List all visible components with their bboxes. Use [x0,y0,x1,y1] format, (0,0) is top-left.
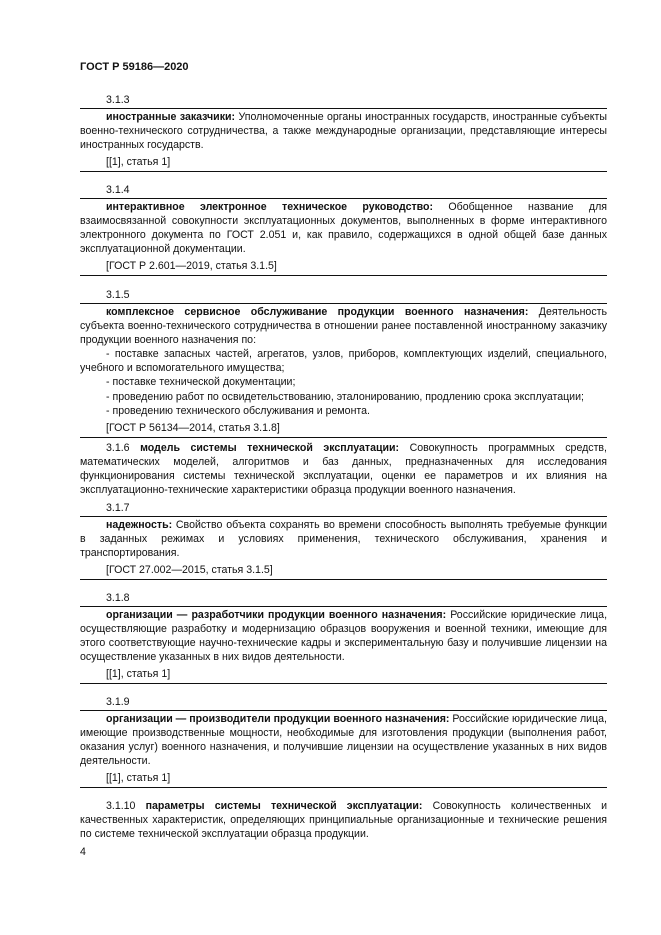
definition: Совокупность программных средств, математических моделей, алгоритмов и баз данных, предназначенных для исследования функционирования системы технической эксплуатации, оценки ее параметров и их влияния на эксплуатационно-технические характеристики образца продукции военного назначения. [80,442,608,497]
term-paragraph [80,441,607,497]
term-entry-box [80,606,607,684]
definition: Обобщенное название для взаимосвязанной совокупности эксплуатационных документов, выполненных в форме интерактивного электронного документа по ГОСТ 2.051 и, как правило, содержащихся в одной общей базе данных эксплуатационной документации. [80,201,607,256]
entry-number: 3.1.8 [106,592,130,604]
entry-body [80,608,607,664]
term-entry-box [80,108,607,172]
term: иностранные заказчики: [106,111,236,123]
source-reference: [ГОСТ Р 2.601—2019, статья 3.1.5] [106,260,277,273]
term: комплексное сервисное обслуживание продукции военного назначения: [106,306,529,318]
term: организации — разработчики продукции военного назначения: [106,609,447,621]
entry-body [80,110,607,152]
definition: Свойство объекта сохранять во времени способность выполнять требуемые функции в заданных режимах и условиях применения, технического обслуживания, хранения и транспортирования. [80,519,607,560]
source-reference: [ГОСТ 27.002—2015, статья 3.1.5] [106,564,273,577]
entry-body [80,712,607,768]
term: организации — производители продукции военного назначения: [106,713,450,725]
document-header: ГОСТ Р 59186—2020 [80,61,189,73]
entry-body [80,518,607,560]
term-entry-box [80,710,607,788]
entry-number: 3.1.3 [106,94,130,106]
source-reference: [ГОСТ Р 56134—2014, статья 3.1.8] [106,421,280,434]
definition: Уполномоченные органы иностранных государств, иностранные субъекты военно-технического сотрудничества, а также международные организации, представляющие интересы иностранных государств. [80,111,607,152]
term: модель системы технической эксплуатации: [140,442,400,454]
list-item: - поставке запасных частей, агрегатов, узлов, приборов, комплектующих изделий, специального, учебного и вспомогательного имущества; [80,348,607,375]
entry-body [80,200,607,256]
term-paragraph [80,799,607,841]
entry-number: 3.1.10 [106,800,136,812]
definition: Деятельность субъекта военно-технического сотрудничества в отношении ранее поставленной иностранному заказчику продукции военного назначения по: [80,306,607,347]
source-reference: [[1], статья 1] [106,668,171,681]
paragraph-body [80,441,607,497]
term-entry-box [80,516,607,580]
source-reference: [[1], статья 1] [106,156,171,169]
entry-body [80,305,607,347]
entry-number: 3.1.4 [106,184,130,196]
list-item: - проведению работ по освидетельствованию, эталонированию, продлению срока эксплуатации; [106,390,584,403]
term-entry-box [80,303,607,438]
entry-number: 3.1.6 [106,442,130,454]
source-reference: [[1], статья 1] [106,772,171,785]
term: интерактивное электронное техническое руководство: [106,201,434,213]
list-item: - проведению технического обслуживания и ремонта. [106,404,370,417]
definition: Российские юридические лица, осуществляющие разработку и модернизацию образцов вооружения и военной техники, имеющие для этого соответствующие научно-технические кадры и экспериментальную базу и получившие лицензии на осуществление указанных в них видов деятельности. [80,609,608,664]
entry-number: 3.1.9 [106,696,130,708]
definition: Совокупность количественных и качественных характеристик, определяющих принципиальные организационные и технические решения по системе технической эксплуатации образца продукции. [80,800,607,841]
list-item: - поставке технической документации; [106,376,296,389]
term: параметры системы технической эксплуатации: [145,800,423,812]
page-number: 4 [80,846,86,858]
entry-number: 3.1.7 [106,502,130,514]
entry-number: 3.1.5 [106,289,130,301]
term: надежность: [106,519,173,531]
paragraph-body [80,799,607,841]
definition: Российские юридические лица, имеющие производственные мощности, необходимые для изготовления продукции (выполнения работ, оказания услуг) военного назначения, и получившие лицензии на осуществление указанных в них видов деятельности. [80,713,607,768]
term-entry-box [80,198,607,276]
